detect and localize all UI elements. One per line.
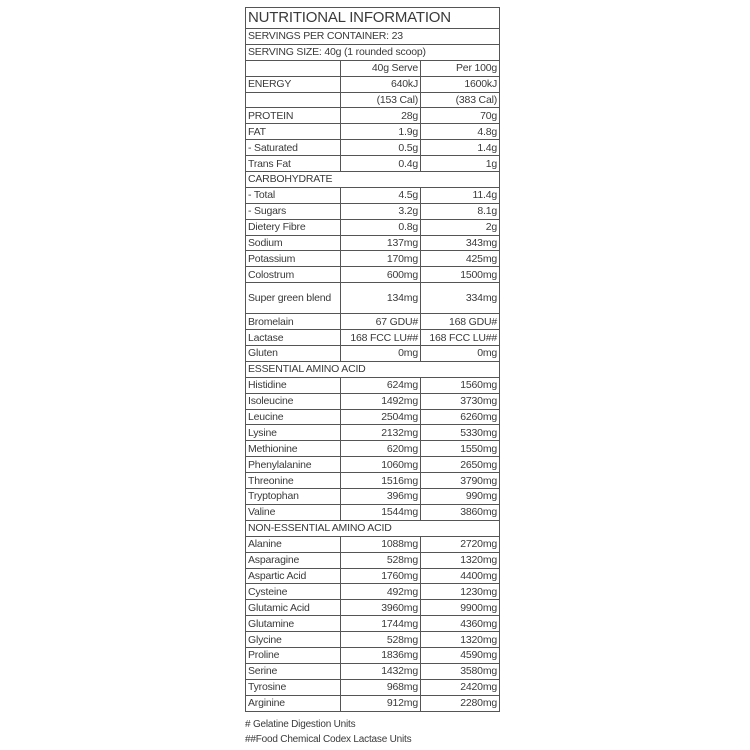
- per100-value: 4.8g: [421, 124, 500, 140]
- super-green-row: [246, 283, 500, 314]
- nutrition-table: [245, 7, 500, 712]
- nonessential-amino-row: [246, 536, 500, 552]
- per100-value: 1500mg: [421, 267, 500, 283]
- nutrient-label: Bromelain: [246, 314, 341, 330]
- carbohydrate-heading-row: [246, 172, 500, 188]
- serve-value: 1760mg: [341, 568, 421, 584]
- nutrient-label: Proline: [246, 647, 341, 663]
- per100-value: 11.4g: [421, 187, 500, 203]
- per100-value: 1.4g: [421, 140, 500, 156]
- per100-value: 3580mg: [421, 663, 500, 679]
- servings-per-container: SERVINGS PER CONTAINER: 23: [246, 29, 500, 45]
- energy-per100-cal: (383 Cal): [421, 92, 500, 108]
- nutrient-label: Glycine: [246, 632, 341, 648]
- serve-value: 2132mg: [341, 425, 421, 441]
- energy-per100-kj: 1600kJ: [421, 76, 500, 92]
- serve-value: 137mg: [341, 235, 421, 251]
- serve-value: 1836mg: [341, 647, 421, 663]
- per100-value: 1550mg: [421, 441, 500, 457]
- per100-value: 1320mg: [421, 552, 500, 568]
- serve-value: 1492mg: [341, 393, 421, 409]
- essential-amino-heading: ESSENTIAL AMINO ACID: [246, 361, 500, 377]
- nutrient-label: - Sugars: [246, 203, 341, 219]
- energy-cal-row: [246, 92, 500, 108]
- carb-row: [246, 251, 500, 267]
- nonessential-amino-row: [246, 584, 500, 600]
- nutrient-label: Arginine: [246, 695, 341, 711]
- per100-value: 168 GDU#: [421, 314, 500, 330]
- per100-value: 168 FCC LU##: [421, 330, 500, 346]
- nutrient-label: Phenylalanine: [246, 457, 341, 473]
- serve-value: 67 GDU#: [341, 314, 421, 330]
- footnote-gdu: # Gelatine Digestion Units: [245, 719, 356, 730]
- nutrition-panel: [245, 7, 499, 712]
- nutrient-label: Trans Fat: [246, 156, 341, 172]
- serve-value: 0.4g: [341, 156, 421, 172]
- carb-row: [246, 203, 500, 219]
- serve-value: 168 FCC LU##: [341, 330, 421, 346]
- per100-value: 1230mg: [421, 584, 500, 600]
- essential-amino-row: [246, 473, 500, 489]
- enzyme-row: [246, 346, 500, 362]
- energy-label: ENERGY: [246, 76, 341, 92]
- serve-value: 170mg: [341, 251, 421, 267]
- serve-value: 1744mg: [341, 616, 421, 632]
- per100-value: 5330mg: [421, 425, 500, 441]
- serve-value: 2504mg: [341, 409, 421, 425]
- essential-amino-row: [246, 489, 500, 505]
- nonessential-amino-row: [246, 632, 500, 648]
- serve-value: 1432mg: [341, 663, 421, 679]
- essential-amino-heading-row: [246, 361, 500, 377]
- nutrient-label: Sodium: [246, 235, 341, 251]
- serve-value: 3960mg: [341, 600, 421, 616]
- essential-amino-row: [246, 377, 500, 393]
- per100-value: 8.1g: [421, 203, 500, 219]
- carbohydrate-heading: CARBOHYDRATE: [246, 172, 500, 188]
- carb-row: [246, 235, 500, 251]
- serve-value: 3.2g: [341, 203, 421, 219]
- essential-amino-row: [246, 457, 500, 473]
- nonessential-amino-row: [246, 695, 500, 711]
- serve-value: 600mg: [341, 267, 421, 283]
- nutrient-label: Serine: [246, 663, 341, 679]
- nutrient-label: Aspartic Acid: [246, 568, 341, 584]
- serve-value: 624mg: [341, 377, 421, 393]
- nutrient-label: Asparagine: [246, 552, 341, 568]
- serve-value: 492mg: [341, 584, 421, 600]
- nutrient-label: PROTEIN: [246, 108, 341, 124]
- nutrient-label: Tryptophan: [246, 489, 341, 505]
- per100-value: 4400mg: [421, 568, 500, 584]
- serve-value: 4.5g: [341, 187, 421, 203]
- nutrient-label: Dietery Fibre: [246, 219, 341, 235]
- carb-row: [246, 219, 500, 235]
- macro-row: [246, 108, 500, 124]
- nutrient-label: Colostrum: [246, 267, 341, 283]
- nutrient-label: Tyrosine: [246, 679, 341, 695]
- nutrient-label: Gluten: [246, 346, 341, 362]
- nutrient-label: Alanine: [246, 536, 341, 552]
- per100-value: 343mg: [421, 235, 500, 251]
- energy-cal-blank: [246, 92, 341, 108]
- per100-value: 2g: [421, 219, 500, 235]
- nonessential-amino-row: [246, 568, 500, 584]
- nonessential-amino-row: [246, 647, 500, 663]
- column-header-serve: 40g Serve: [341, 60, 421, 76]
- macro-row: [246, 156, 500, 172]
- macro-row: [246, 124, 500, 140]
- enzyme-row: [246, 330, 500, 346]
- nutrient-label: Potassium: [246, 251, 341, 267]
- nutrient-label: - Total: [246, 187, 341, 203]
- serve-value: 0mg: [341, 346, 421, 362]
- per100-value: 2650mg: [421, 457, 500, 473]
- per100-value: 334mg: [421, 283, 500, 314]
- carb-row: [246, 187, 500, 203]
- serving-size: SERVING SIZE: 40g (1 rounded scoop): [246, 44, 500, 60]
- nonessential-amino-heading: NON-ESSENTIAL AMINO ACID: [246, 520, 500, 536]
- serve-value: 28g: [341, 108, 421, 124]
- serve-value: 968mg: [341, 679, 421, 695]
- per100-value: 70g: [421, 108, 500, 124]
- serve-value: 528mg: [341, 552, 421, 568]
- table-title: NUTRITIONAL INFORMATION: [246, 8, 500, 29]
- nutrient-label: Super green blend: [246, 283, 341, 314]
- nutrient-label: Lactase: [246, 330, 341, 346]
- column-header-row: [246, 60, 500, 76]
- nutrient-label: Methionine: [246, 441, 341, 457]
- essential-amino-row: [246, 425, 500, 441]
- essential-amino-row: [246, 504, 500, 520]
- column-header-per100: Per 100g: [421, 60, 500, 76]
- nutrient-label: Threonine: [246, 473, 341, 489]
- energy-serve-kj: 640kJ: [341, 76, 421, 92]
- per100-value: 6260mg: [421, 409, 500, 425]
- per100-value: 2280mg: [421, 695, 500, 711]
- per100-value: 0mg: [421, 346, 500, 362]
- nonessential-amino-heading-row: [246, 520, 500, 536]
- per100-value: 4590mg: [421, 647, 500, 663]
- per100-value: 2720mg: [421, 536, 500, 552]
- nutrient-label: Valine: [246, 504, 341, 520]
- carb-row: [246, 267, 500, 283]
- column-header-blank: [246, 60, 341, 76]
- essential-amino-row: [246, 441, 500, 457]
- serve-value: 1544mg: [341, 504, 421, 520]
- enzyme-row: [246, 314, 500, 330]
- serve-value: 1060mg: [341, 457, 421, 473]
- footnotes: [245, 717, 411, 747]
- servings-row: [246, 29, 500, 45]
- nonessential-amino-row: [246, 552, 500, 568]
- per100-value: 1320mg: [421, 632, 500, 648]
- nutrient-label: Leucine: [246, 409, 341, 425]
- nutrient-label: Glutamine: [246, 616, 341, 632]
- nonessential-amino-row: [246, 600, 500, 616]
- per100-value: 3860mg: [421, 504, 500, 520]
- nutrient-label: - Saturated: [246, 140, 341, 156]
- nutrient-label: FAT: [246, 124, 341, 140]
- nutrient-label: Glutamic Acid: [246, 600, 341, 616]
- per100-value: 425mg: [421, 251, 500, 267]
- serve-value: 396mg: [341, 489, 421, 505]
- essential-amino-row: [246, 393, 500, 409]
- serve-value: 134mg: [341, 283, 421, 314]
- nonessential-amino-row: [246, 663, 500, 679]
- footnote-fcc: ##Food Chemical Codex Lactase Units: [245, 734, 412, 745]
- nonessential-amino-row: [246, 616, 500, 632]
- serve-value: 528mg: [341, 632, 421, 648]
- per100-value: 1g: [421, 156, 500, 172]
- serve-value: 1088mg: [341, 536, 421, 552]
- title-row: [246, 8, 500, 29]
- per100-value: 2420mg: [421, 679, 500, 695]
- serve-value: 0.8g: [341, 219, 421, 235]
- energy-kj-row: [246, 76, 500, 92]
- per100-value: 4360mg: [421, 616, 500, 632]
- essential-amino-row: [246, 409, 500, 425]
- macro-row: [246, 140, 500, 156]
- per100-value: 3790mg: [421, 473, 500, 489]
- nutrient-label: Lysine: [246, 425, 341, 441]
- serving-size-row: [246, 44, 500, 60]
- serve-value: 620mg: [341, 441, 421, 457]
- nonessential-amino-row: [246, 679, 500, 695]
- per100-value: 990mg: [421, 489, 500, 505]
- serve-value: 1.9g: [341, 124, 421, 140]
- serve-value: 1516mg: [341, 473, 421, 489]
- nutrient-label: Isoleucine: [246, 393, 341, 409]
- nutrient-label: Histidine: [246, 377, 341, 393]
- serve-value: 0.5g: [341, 140, 421, 156]
- energy-serve-cal: (153 Cal): [341, 92, 421, 108]
- serve-value: 912mg: [341, 695, 421, 711]
- per100-value: 1560mg: [421, 377, 500, 393]
- per100-value: 3730mg: [421, 393, 500, 409]
- nutrient-label: Cysteine: [246, 584, 341, 600]
- per100-value: 9900mg: [421, 600, 500, 616]
